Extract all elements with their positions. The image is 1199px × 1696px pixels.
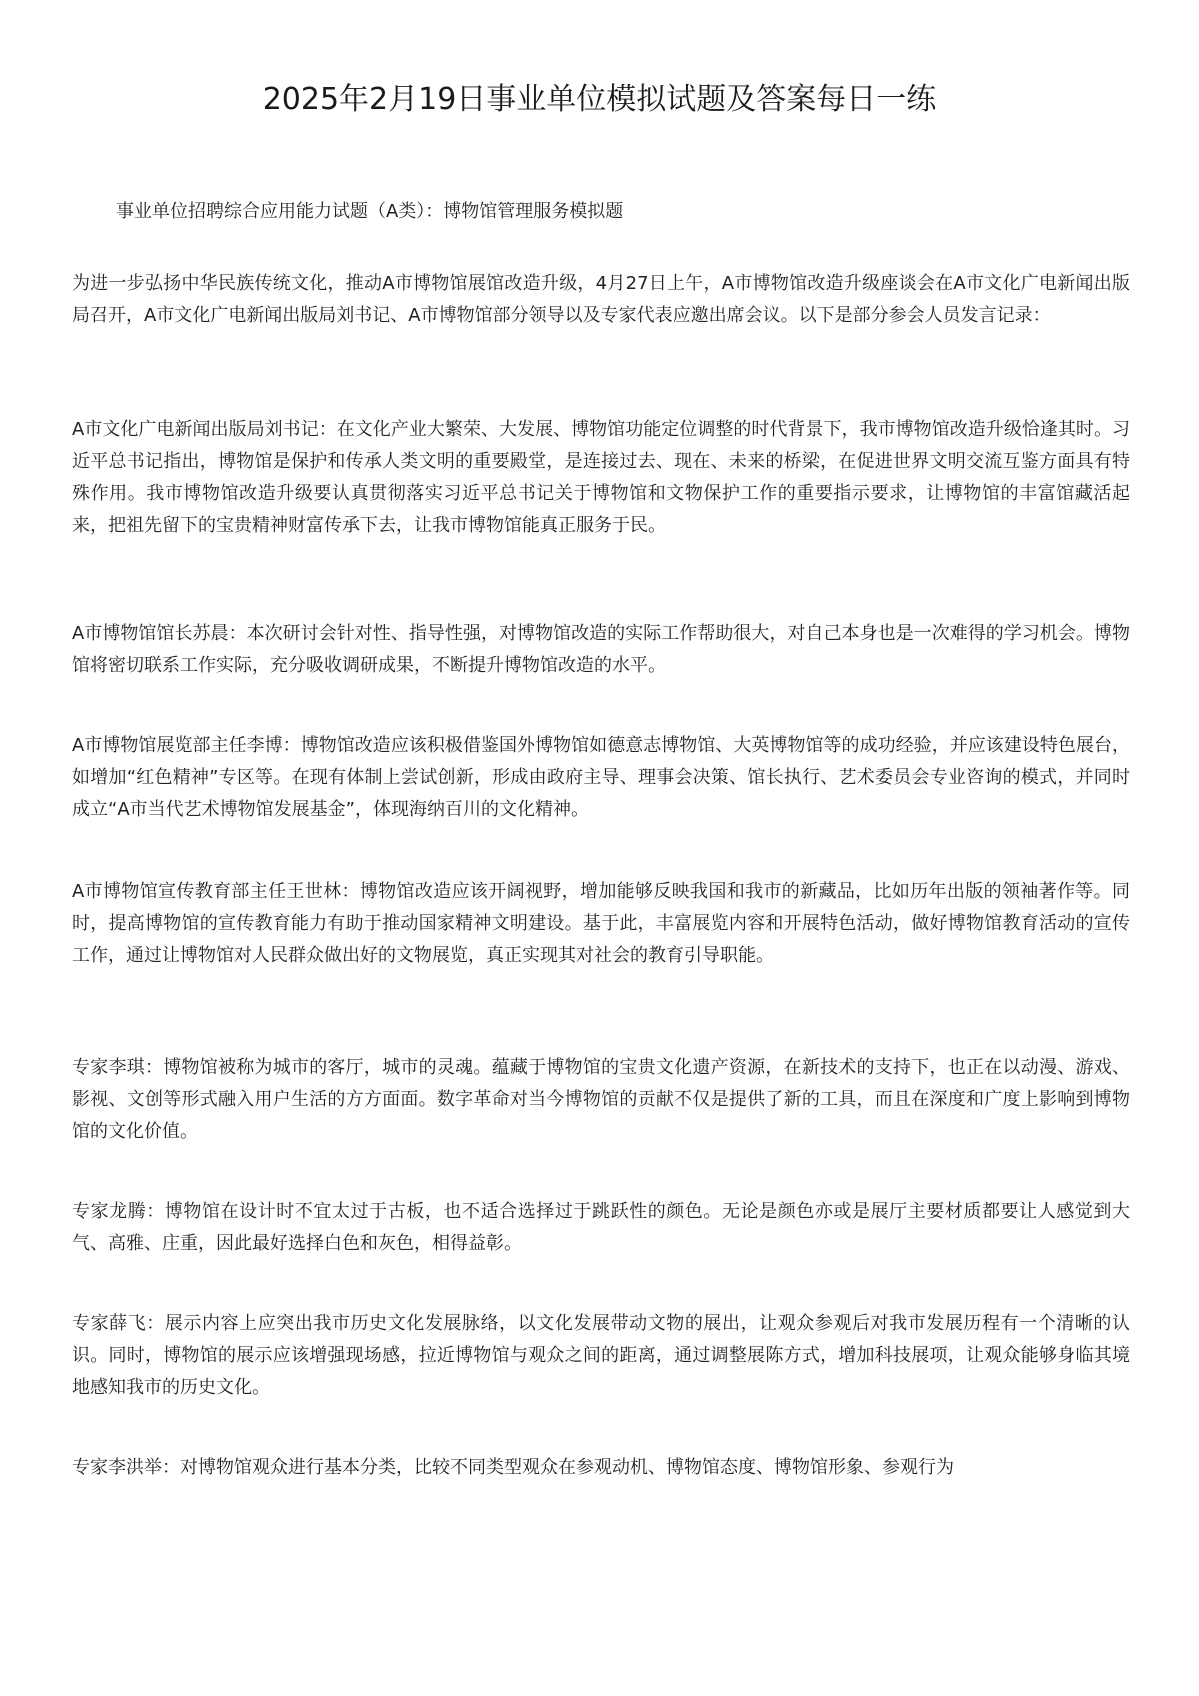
paragraph-su: A市博物馆馆长苏晨：本次研讨会针对性、指导性强，对博物馆改造的实际工作帮助很大，对自己本身也是一次难得的学习机会。博物馆将密切联系工作实际，充分吸收调研成果，不断提升博物馆改造的水平。	[72, 623, 1130, 676]
paragraph-intro: 为进一步弘扬中华民族传统文化，推动A市博物馆展馆改造升级，4月27日上午，A市博物馆改造升级座谈会在A市文化广电新闻出版局召开，A市文化广电新闻出版局刘书记、A市博物馆部分领导以及专家代表应邀出席会议。以下是部分参会人员发言记录：	[72, 273, 1130, 326]
paragraph-li-hongju: 专家李洪举：对博物馆观众进行基本分类，比较不同类型观众在参观动机、博物馆态度、博物馆形象、参观行为	[72, 1457, 954, 1478]
paragraph-xue: 专家薛飞：展示内容上应突出我市历史文化发展脉络，以文化发展带动文物的展出，让观众参观后对我市发展历程有一个清晰的认识。同时，博物馆的展示应该增强现场感，拉近博物馆与观众之间的距离，通过调整展陈方式，增加科技展项，让观众能够身临其境地感知我市的历史文化。	[72, 1313, 1130, 1398]
paragraph-liu: A市文化广电新闻出版局刘书记：在文化产业大繁荣、大发展、博物馆功能定位调整的时代背景下，我市博物馆改造升级恰逢其时。习近平总书记指出，博物馆是保护和传承人类文明的重要殿堂，是连接过去、现在、未来的桥梁，在促进世界文明交流互鉴方面具有特殊作用。我市博物馆改造升级要认真贯彻落实习近平总书记关于博物馆和文物保护工作的重要指示要求，让博物馆的丰富馆藏活起来，把祖先留下的宝贵精神财富传承下去，让我市博物馆能真正服务于民。	[72, 419, 1130, 536]
document-title: 2025年2月19日事业单位模拟试题及答案每日一练	[262, 82, 937, 117]
paragraph-long: 专家龙腾：博物馆在设计时不宜太过于古板，也不适合选择过于跳跃性的颜色。无论是颜色亦或是展厅主要材质都要让人感觉到大气、高雅、庄重，因此最好选择白色和灰色，相得益彰。	[72, 1201, 1130, 1254]
paragraph-wang: A市博物馆宣传教育部主任王世林：博物馆改造应该开阔视野，增加能够反映我国和我市的新藏品，比如历年出版的领袖著作等。同时，提高博物馆的宣传教育能力有助于推动国家精神文明建设。基于此，丰富展览内容和开展特色活动，做好博物馆教育活动的宣传工作，通过让博物馆对人民群众做出好的文物展览，真正实现其对社会的教育引导职能。	[72, 881, 1130, 966]
paragraph-li-qi: 专家李琪：博物馆被称为城市的客厅，城市的灵魂。蕴藏于博物馆的宝贵文化遗产资源，在新技术的支持下，也正在以动漫、游戏、影视、文创等形式融入用户生活的方方面面。数字革命对当今博物馆的贡献不仅是提供了新的工具，而且在深度和广度上影响到博物馆的文化价值。	[72, 1057, 1130, 1142]
paragraph-li-bo: A市博物馆展览部主任李博：博物馆改造应该积极借鉴国外博物馆如德意志博物馆、大英博物馆等的成功经验，并应该建设特色展台，如增加“红色精神”专区等。在现有体制上尝试创新，形成由政府主导、理事会决策、馆长执行、艺术委员会专业咨询的模式，并同时成立“A市当代艺术博物馆发展基金”，体现海纳百川的文化精神。	[72, 735, 1130, 820]
document-subtitle: 事业单位招聘综合应用能力试题（A类）：博物馆管理服务模拟题	[116, 201, 624, 222]
